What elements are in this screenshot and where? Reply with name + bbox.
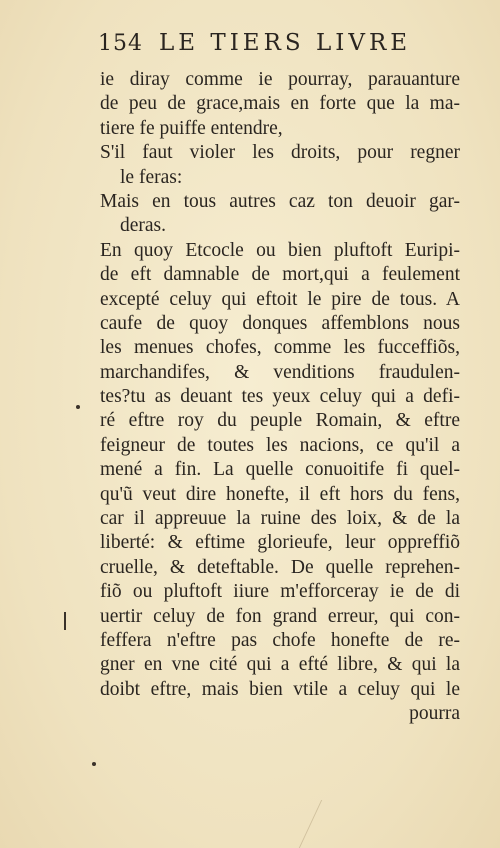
text-line: car il appreuue la ruine des loix, & de la bbox=[100, 508, 460, 530]
text-line: ie diray comme ie pourray, parauanture bbox=[100, 69, 460, 90]
page-header bbox=[98, 30, 460, 56]
running-title: LE TIERS LIVRE bbox=[159, 30, 412, 56]
page-number: 154 bbox=[98, 31, 143, 56]
margin-mark bbox=[76, 405, 80, 409]
text-line: feffera n'eftre pas chofe honefte de re- bbox=[100, 629, 460, 651]
text-line: de peu de grace,mais en forte que la ma- bbox=[100, 93, 460, 115]
text-line: liberté: & eftime glorieufe, leur oppreffiõ bbox=[100, 532, 460, 554]
text-line: tes?tu as deuant tes yeux celuy qui a defi- bbox=[100, 386, 460, 408]
text-line: caufe de quoy donques affemblons nous bbox=[100, 312, 460, 334]
verse-line: S'il faut violer les droits, pour regner bbox=[100, 142, 460, 164]
text-line: ré eftre roy du peuple Romain, & eftre bbox=[100, 410, 460, 432]
text-line: excepté celuy qui eftoit le pire de tous. A bbox=[100, 288, 460, 310]
text-line: de eft damnable de mort,qui a feulement bbox=[100, 264, 460, 286]
text-line: doibt eftre, mais bien vtile a celuy qui le bbox=[100, 678, 460, 700]
verse-line: le feras: bbox=[120, 166, 183, 188]
catchword: pourra bbox=[409, 703, 460, 725]
text-line: feigneur de toutes les nacions, ce qu'il a bbox=[100, 434, 460, 456]
text-line: fiõ ou pluftoft iiure m'efforceray ie de di bbox=[100, 581, 460, 603]
text-line: qu'ũ veut dire honefte, il eft hors du fens, bbox=[100, 483, 460, 505]
verse-line: deras. bbox=[120, 215, 167, 237]
text-line: mené a fin. La quelle conuoitife fi quel- bbox=[100, 459, 460, 481]
text-line: tiere fe puiffe entendre, bbox=[100, 117, 283, 139]
margin-mark bbox=[92, 762, 96, 766]
text-line: cruelle, & deteftable. De quelle reprehen- bbox=[100, 556, 460, 578]
margin-mark bbox=[64, 612, 66, 630]
body-text bbox=[100, 68, 460, 727]
text-line: les menues chofes, comme les fucceffiõs, bbox=[100, 337, 460, 359]
text-line: marchandifes, & venditions fraudulen- bbox=[100, 361, 460, 383]
text-line: En quoy Etcocle ou bien pluftoft Euripi- bbox=[100, 239, 460, 261]
text-line: uertir celuy de fon grand erreur, qui con- bbox=[100, 605, 460, 627]
paper-crease bbox=[299, 800, 352, 848]
verse-line: Mais en tous autres caz ton deuoir gar- bbox=[100, 190, 460, 212]
text-line: gner en vne cité qui a efté libre, & qui la bbox=[100, 654, 460, 676]
